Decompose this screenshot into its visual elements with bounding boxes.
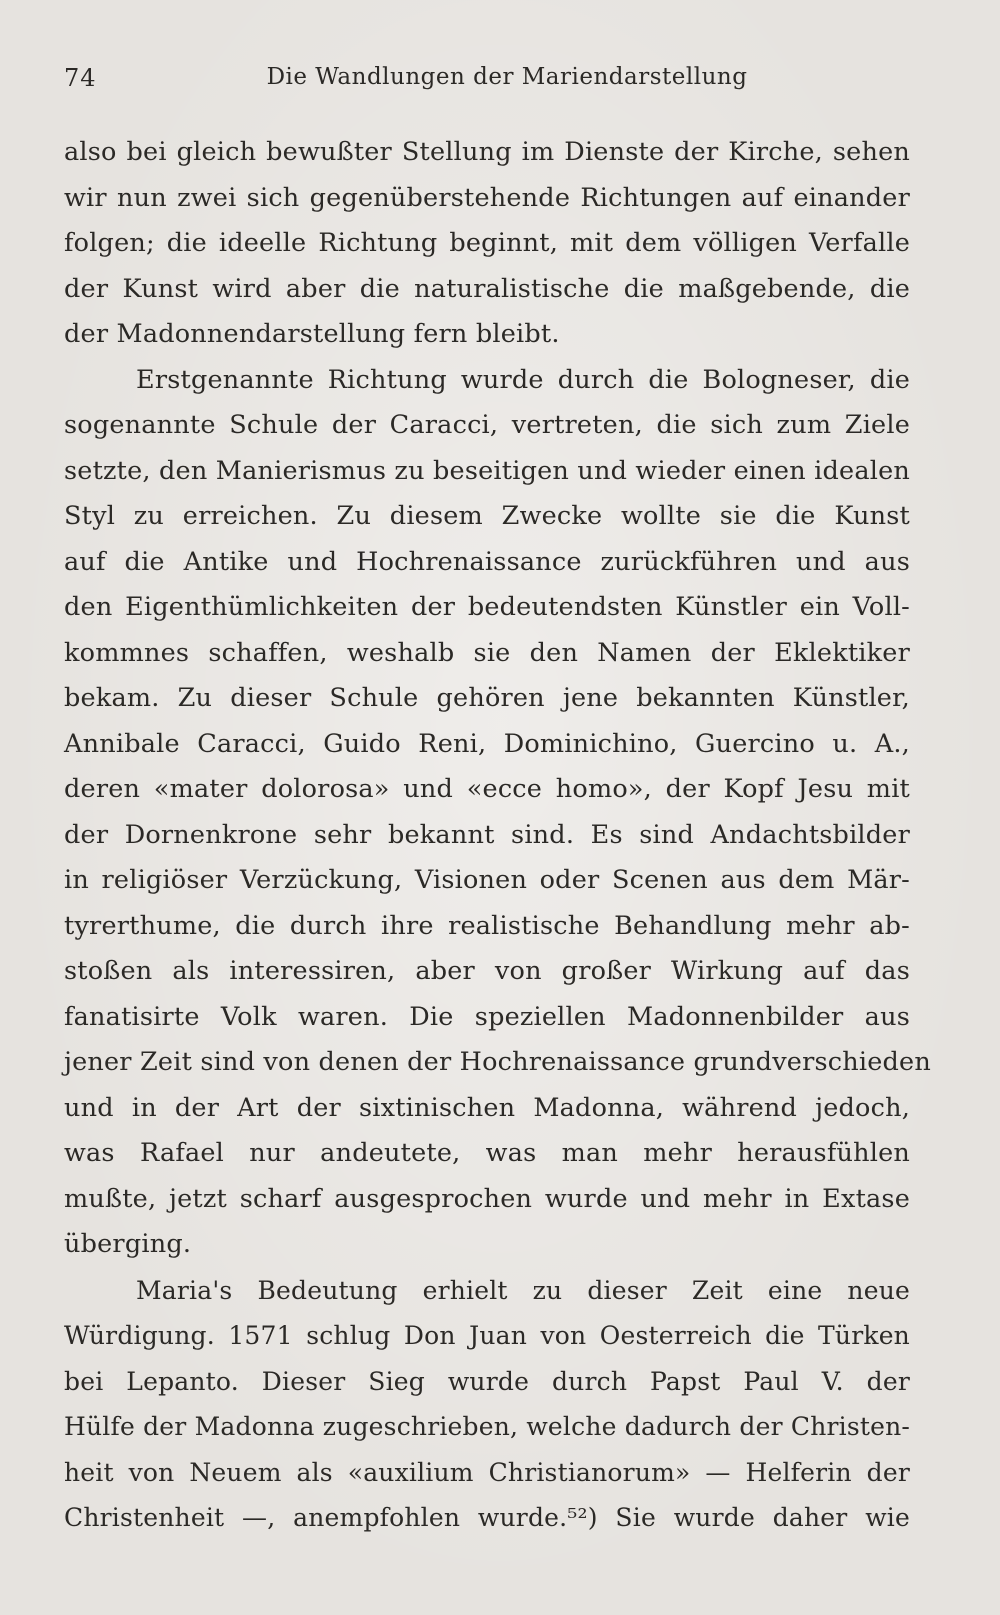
text-line: deren «mater dolorosa» und «ecce homo», der Kopf Jesu mit — [64, 774, 910, 804]
text-line: Maria's Bedeutung erhielt zu dieser Zeit eine neue — [136, 1275, 910, 1305]
running-title: Die Wandlungen der Mariendarstellung — [266, 64, 748, 90]
text-line: den Eigenthümlichkeiten der bedeutendsten Künstler ein Voll- — [64, 592, 910, 622]
text-line: Styl zu erreichen. Zu diesem Zwecke wollte sie die Kunst — [64, 501, 910, 531]
text-line: kommnes schaffen, weshalb sie den Namen der Eklektiker — [64, 637, 910, 668]
text-line: bei Lepanto. Dieser Sieg wurde durch Papst Paul V. der — [64, 1366, 910, 1396]
text-line: wir nun zwei sich gegenüberstehende Richtungen auf einander — [64, 182, 910, 213]
text-line: Hülfe der Madonna zugeschrieben, welche dadurch der Christen- — [64, 1412, 911, 1441]
text-line: was Rafael nur andeutete, was man mehr herausfühlen — [64, 1138, 910, 1168]
text-line: in religiöser Verzückung, Visionen oder Scenen aus dem Mär- — [64, 865, 910, 895]
body-text — [64, 130, 931, 1541]
text-line: der Madonnendarstellung fern bleibt. — [64, 319, 560, 349]
text-line: sogenannte Schule der Caracci, vertreten, die sich zum Ziele — [64, 410, 910, 440]
text-line: stoßen als interessiren, aber von großer Wirkung auf das — [64, 956, 910, 986]
text-line: setzte, den Manierismus zu beseitigen und wieder einen idealen — [64, 455, 910, 486]
text-line: und in der Art der sixtinischen Madonna, während jedoch, — [64, 1092, 910, 1123]
text-line: Erstgenannte Richtung wurde durch die Bologneser, die — [136, 364, 910, 395]
text-line: Annibale Caracci, Guido Reni, Dominichino, Guercino u. A., — [64, 728, 910, 759]
text-line: Christenheit —, anempfohlen wurde.⁵²) Sie wurde daher wie — [64, 1503, 910, 1532]
text-line: fanatisirte Volk waren. Die speziellen Madonnenbilder aus — [64, 1001, 910, 1032]
text-line: also bei gleich bewußter Stellung im Dienste der Kirche, sehen — [64, 137, 910, 167]
text-line: Würdigung. 1571 schlug Don Juan von Oesterreich die Türken — [64, 1321, 910, 1350]
page-header — [64, 64, 910, 96]
text-line: folgen; die ideelle Richtung beginnt, mit dem völligen Verfalle — [64, 228, 910, 258]
page-number: 74 — [64, 64, 97, 92]
text-line: der Dornenkrone sehr bekannt sind. Es sind Andachtsbilder — [64, 819, 910, 850]
text-line: der Kunst wird aber die naturalistische die maßgebende, die — [64, 273, 910, 304]
text-line: heit von Neuem als «auxilium Christianorum» — Helferin der — [64, 1457, 910, 1487]
text-line: mußte, jetzt scharf ausgesprochen wurde und mehr in Extase — [64, 1183, 910, 1214]
text-line: jener Zeit sind von denen der Hochrenaissance grundverschieden — [64, 1047, 931, 1077]
text-line: tyrerthume, die durch ihre realistische Behandlung mehr ab- — [64, 910, 910, 941]
text-line: bekam. Zu dieser Schule gehören jene bekannten Künstler, — [64, 683, 910, 713]
text-line: auf die Antike und Hochrenaissance zurückführen und aus — [64, 546, 910, 577]
text-line: überging. — [64, 1229, 192, 1259]
